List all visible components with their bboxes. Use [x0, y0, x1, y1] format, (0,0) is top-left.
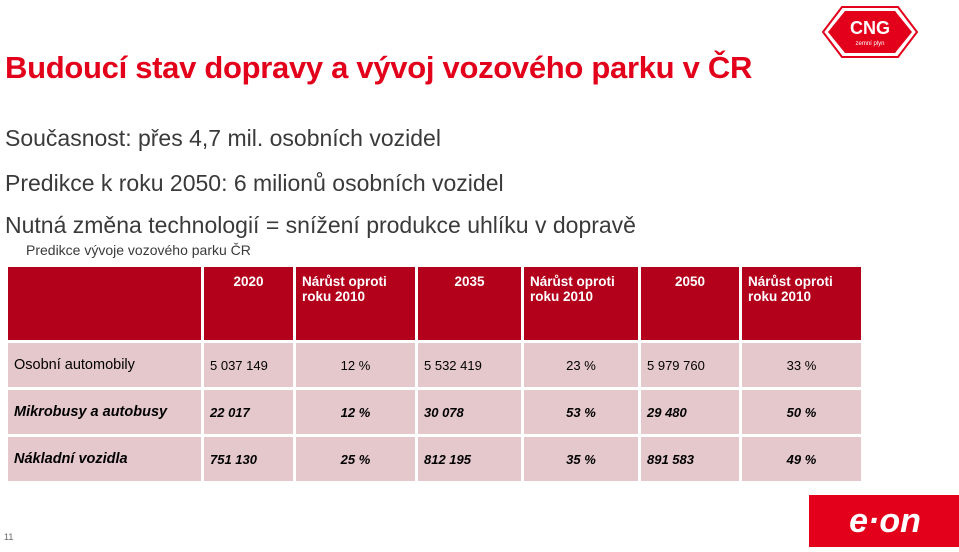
page-title: Budoucí stav dopravy a vývoj vozového parku v ČR [5, 50, 753, 85]
table-cell: 5 037 149 [204, 343, 293, 387]
table-row [8, 437, 861, 481]
table-cell: 35 % [524, 437, 638, 481]
fleet-prediction-table [5, 264, 864, 484]
table-cell: 25 % [296, 437, 415, 481]
cng-logo-text: CNG [850, 18, 890, 38]
header-cell-2020: 2020 [204, 267, 293, 340]
table-cell: 12 % [296, 343, 415, 387]
table-cell: 812 195 [418, 437, 521, 481]
table-cell: 751 130 [204, 437, 293, 481]
page-number: 11 [4, 532, 14, 542]
table-row [8, 390, 861, 434]
table-cell: 12 % [296, 390, 415, 434]
eon-logo-text: e·on [849, 502, 921, 540]
table-cell: 49 % [742, 437, 861, 481]
table-row [8, 343, 861, 387]
header-cell-2035: 2035 [418, 267, 521, 340]
cng-logo [820, 4, 920, 60]
table-cell: 50 % [742, 390, 861, 434]
table-cell: 5 979 760 [641, 343, 739, 387]
cng-logo-subtext: zemní plyn [855, 41, 885, 47]
table-cell: 891 583 [641, 437, 739, 481]
table-cell: 22 017 [204, 390, 293, 434]
table-cell: 23 % [524, 343, 638, 387]
header-cell-growth-2020: Nárůst oproti roku 2010 [296, 267, 415, 340]
row-label: Osobní automobily [8, 343, 201, 387]
table-cell: 33 % [742, 343, 861, 387]
text-line-prediction: Predikce k roku 2050: 6 milionů osobních vozidel [5, 170, 504, 196]
header-cell-growth-2035: Nárůst oproti roku 2010 [524, 267, 638, 340]
table-header-row [8, 267, 861, 340]
table-cell: 29 480 [641, 390, 739, 434]
table-cell: 53 % [524, 390, 638, 434]
table-cell: 30 078 [418, 390, 521, 434]
table-caption: Predikce vývoje vozového parku ČR [26, 242, 251, 258]
text-line-current: Současnost: přes 4,7 mil. osobních vozidel [5, 125, 441, 151]
row-label: Mikrobusy a autobusy [8, 390, 201, 434]
header-cell-growth-2050: Nárůst oproti roku 2010 [742, 267, 861, 340]
header-cell-empty [8, 267, 201, 340]
eon-logo [809, 495, 959, 547]
header-cell-2050: 2050 [641, 267, 739, 340]
row-label: Nákladní vozidla [8, 437, 201, 481]
text-line-technology: Nutná změna technologií = snížení produkce uhlíku v dopravě [5, 212, 636, 238]
table-cell: 5 532 419 [418, 343, 521, 387]
